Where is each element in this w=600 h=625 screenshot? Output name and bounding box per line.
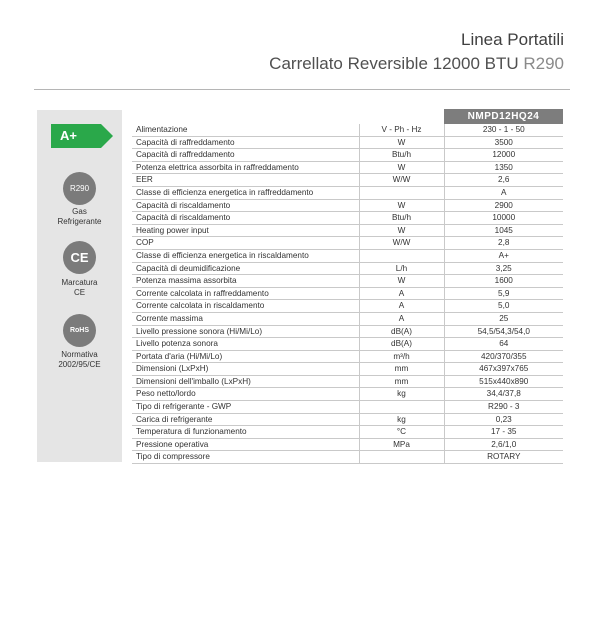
table-row (132, 275, 563, 288)
spec-param: Heating power input (132, 224, 359, 237)
spec-value: A (444, 186, 563, 199)
spec-unit: W (359, 199, 444, 212)
table-row (132, 136, 563, 149)
spec-param: Carica di refrigerante (132, 413, 359, 426)
gas-badge-text: R290 (69, 184, 90, 193)
spec-param: Tipo di compressore (132, 451, 359, 464)
spec-unit: W (359, 224, 444, 237)
page-subtitle (269, 54, 564, 74)
spec-unit: mm (359, 375, 444, 388)
spec-value: 1600 (444, 275, 563, 288)
spec-unit: Btu/h (359, 149, 444, 162)
rohs-badge-text: RoHS (69, 327, 90, 334)
spec-unit: mm (359, 363, 444, 376)
spec-value: 10000 (444, 212, 563, 225)
spec-value: 64 (444, 338, 563, 351)
table-row (132, 438, 563, 451)
feature-sidebar (37, 110, 122, 462)
spec-value: 5,9 (444, 287, 563, 300)
spec-value: 3500 (444, 136, 563, 149)
spec-param: COP (132, 237, 359, 250)
table-row (132, 199, 563, 212)
table-row (132, 262, 563, 275)
spec-value: 230 - 1 - 50 (444, 124, 563, 136)
spec-param: Corrente massima (132, 312, 359, 325)
spec-unit: L/h (359, 262, 444, 275)
spec-unit (359, 186, 444, 199)
spec-value: 5,0 (444, 300, 563, 313)
spec-value: 2,6 (444, 174, 563, 187)
spec-unit: W (359, 161, 444, 174)
table-row (132, 363, 563, 376)
spec-unit: °C (359, 426, 444, 439)
spec-value: 420/370/355 (444, 350, 563, 363)
spec-param: Potenza massima assorbita (132, 275, 359, 288)
spec-unit: kg (359, 388, 444, 401)
gas-label-2: Refrigerante (57, 217, 102, 226)
spec-param: Classe di efficienza energetica in riscaldamento (132, 249, 359, 262)
spec-value: 34,4/37,8 (444, 388, 563, 401)
table-row (132, 174, 563, 187)
ce-icon (63, 241, 96, 274)
table-row (132, 388, 563, 401)
table-row (132, 224, 563, 237)
table-row (132, 300, 563, 313)
rohs-label-2: 2002/95/CE (58, 360, 101, 369)
subtitle-accent: R290 (523, 54, 564, 73)
spec-value: 1045 (444, 224, 563, 237)
spec-value: 2,8 (444, 237, 563, 250)
spec-unit: A (359, 312, 444, 325)
spec-value: ROTARY (444, 451, 563, 464)
ce-badge-text: CE (70, 250, 89, 265)
spec-value: 12000 (444, 149, 563, 162)
spec-value: 1350 (444, 161, 563, 174)
spec-value: 25 (444, 312, 563, 325)
spec-param: Capacità di riscaldamento (132, 199, 359, 212)
subtitle-main: Carrellato Reversible 12000 BTU (269, 54, 519, 73)
table-row (132, 375, 563, 388)
table-row (132, 426, 563, 439)
table-row (132, 124, 563, 136)
table-row (132, 312, 563, 325)
rohs-icon (63, 314, 96, 347)
spec-param: Tipo di refrigerante - GWP (132, 401, 359, 414)
spec-unit: W/W (359, 174, 444, 187)
energy-class-badge: A+ (51, 124, 101, 148)
spec-value: 2900 (444, 199, 563, 212)
spec-unit (359, 249, 444, 262)
spec-param: Capacità di raffreddamento (132, 149, 359, 162)
gas-label-1: Gas (72, 207, 87, 216)
spec-unit: W (359, 136, 444, 149)
table-row (132, 249, 563, 262)
spec-table-body (132, 124, 563, 464)
spec-table-wrapper (132, 109, 563, 464)
header-blank (132, 109, 444, 124)
ce-label-1: Marcatura (61, 278, 98, 287)
spec-unit (359, 451, 444, 464)
table-row (132, 161, 563, 174)
model-header: NMPD12HQ24 (444, 109, 563, 124)
table-row (132, 401, 563, 414)
table-row (132, 338, 563, 351)
spec-param: Potenza elettrica assorbita in raffreddamento (132, 161, 359, 174)
table-row (132, 325, 563, 338)
spec-value: 0,23 (444, 413, 563, 426)
spec-param: Capacità di riscaldamento (132, 212, 359, 225)
page-title: Linea Portatili (460, 30, 564, 49)
spec-param: Capacità di raffreddamento (132, 136, 359, 149)
spec-value: 467x397x765 (444, 363, 563, 376)
spec-unit: A (359, 300, 444, 313)
spec-value: 3,25 (444, 262, 563, 275)
spec-unit: V - Ph - Hz (359, 124, 444, 136)
spec-unit: MPa (359, 438, 444, 451)
spec-param: Corrente calcolata in riscaldamento (132, 300, 359, 313)
spec-param: Pressione operativa (132, 438, 359, 451)
spec-unit: W/W (359, 237, 444, 250)
table-row (132, 287, 563, 300)
spec-param: EER (132, 174, 359, 187)
table-row (132, 350, 563, 363)
spec-unit: Btu/h (359, 212, 444, 225)
table-row (132, 149, 563, 162)
spec-unit: kg (359, 413, 444, 426)
spec-param: Dimensioni dell'imballo (LxPxH) (132, 375, 359, 388)
spec-param: Livello pressione sonora (Hi/Mi/Lo) (132, 325, 359, 338)
spec-value: 2,6/1,0 (444, 438, 563, 451)
spec-param: Livello potenza sonora (132, 338, 359, 351)
spec-param: Peso netto/lordo (132, 388, 359, 401)
spec-param: Dimensioni (LxPxH) (132, 363, 359, 376)
spec-unit: W (359, 275, 444, 288)
spec-param: Corrente calcolata in raffreddamento (132, 287, 359, 300)
spec-param: Portata d'aria (Hi/Mi/Lo) (132, 350, 359, 363)
spec-unit: m³/h (359, 350, 444, 363)
rohs-label-1: Normativa (61, 350, 98, 359)
spec-table (132, 109, 563, 464)
spec-param: Alimentazione (132, 124, 359, 136)
spec-param: Temperatura di funzionamento (132, 426, 359, 439)
header-divider (34, 89, 570, 90)
spec-unit: dB(A) (359, 338, 444, 351)
spec-value: R290 - 3 (444, 401, 563, 414)
spec-value: A+ (444, 249, 563, 262)
table-row (132, 212, 563, 225)
spec-value: 515x440x890 (444, 375, 563, 388)
spec-unit (359, 401, 444, 414)
table-row (132, 186, 563, 199)
spec-param: Classe di efficienza energetica in raffreddamento (132, 186, 359, 199)
table-row (132, 237, 563, 250)
spec-value: 54,5/54,3/54,0 (444, 325, 563, 338)
spec-param: Capacità di deumidificazione (132, 262, 359, 275)
spec-value: 17 - 35 (444, 426, 563, 439)
spec-unit: A (359, 287, 444, 300)
spec-table-header (132, 109, 563, 124)
table-row (132, 451, 563, 464)
gas-icon (63, 172, 96, 205)
spec-unit: dB(A) (359, 325, 444, 338)
table-row (132, 413, 563, 426)
ce-label-2: CE (73, 288, 86, 297)
